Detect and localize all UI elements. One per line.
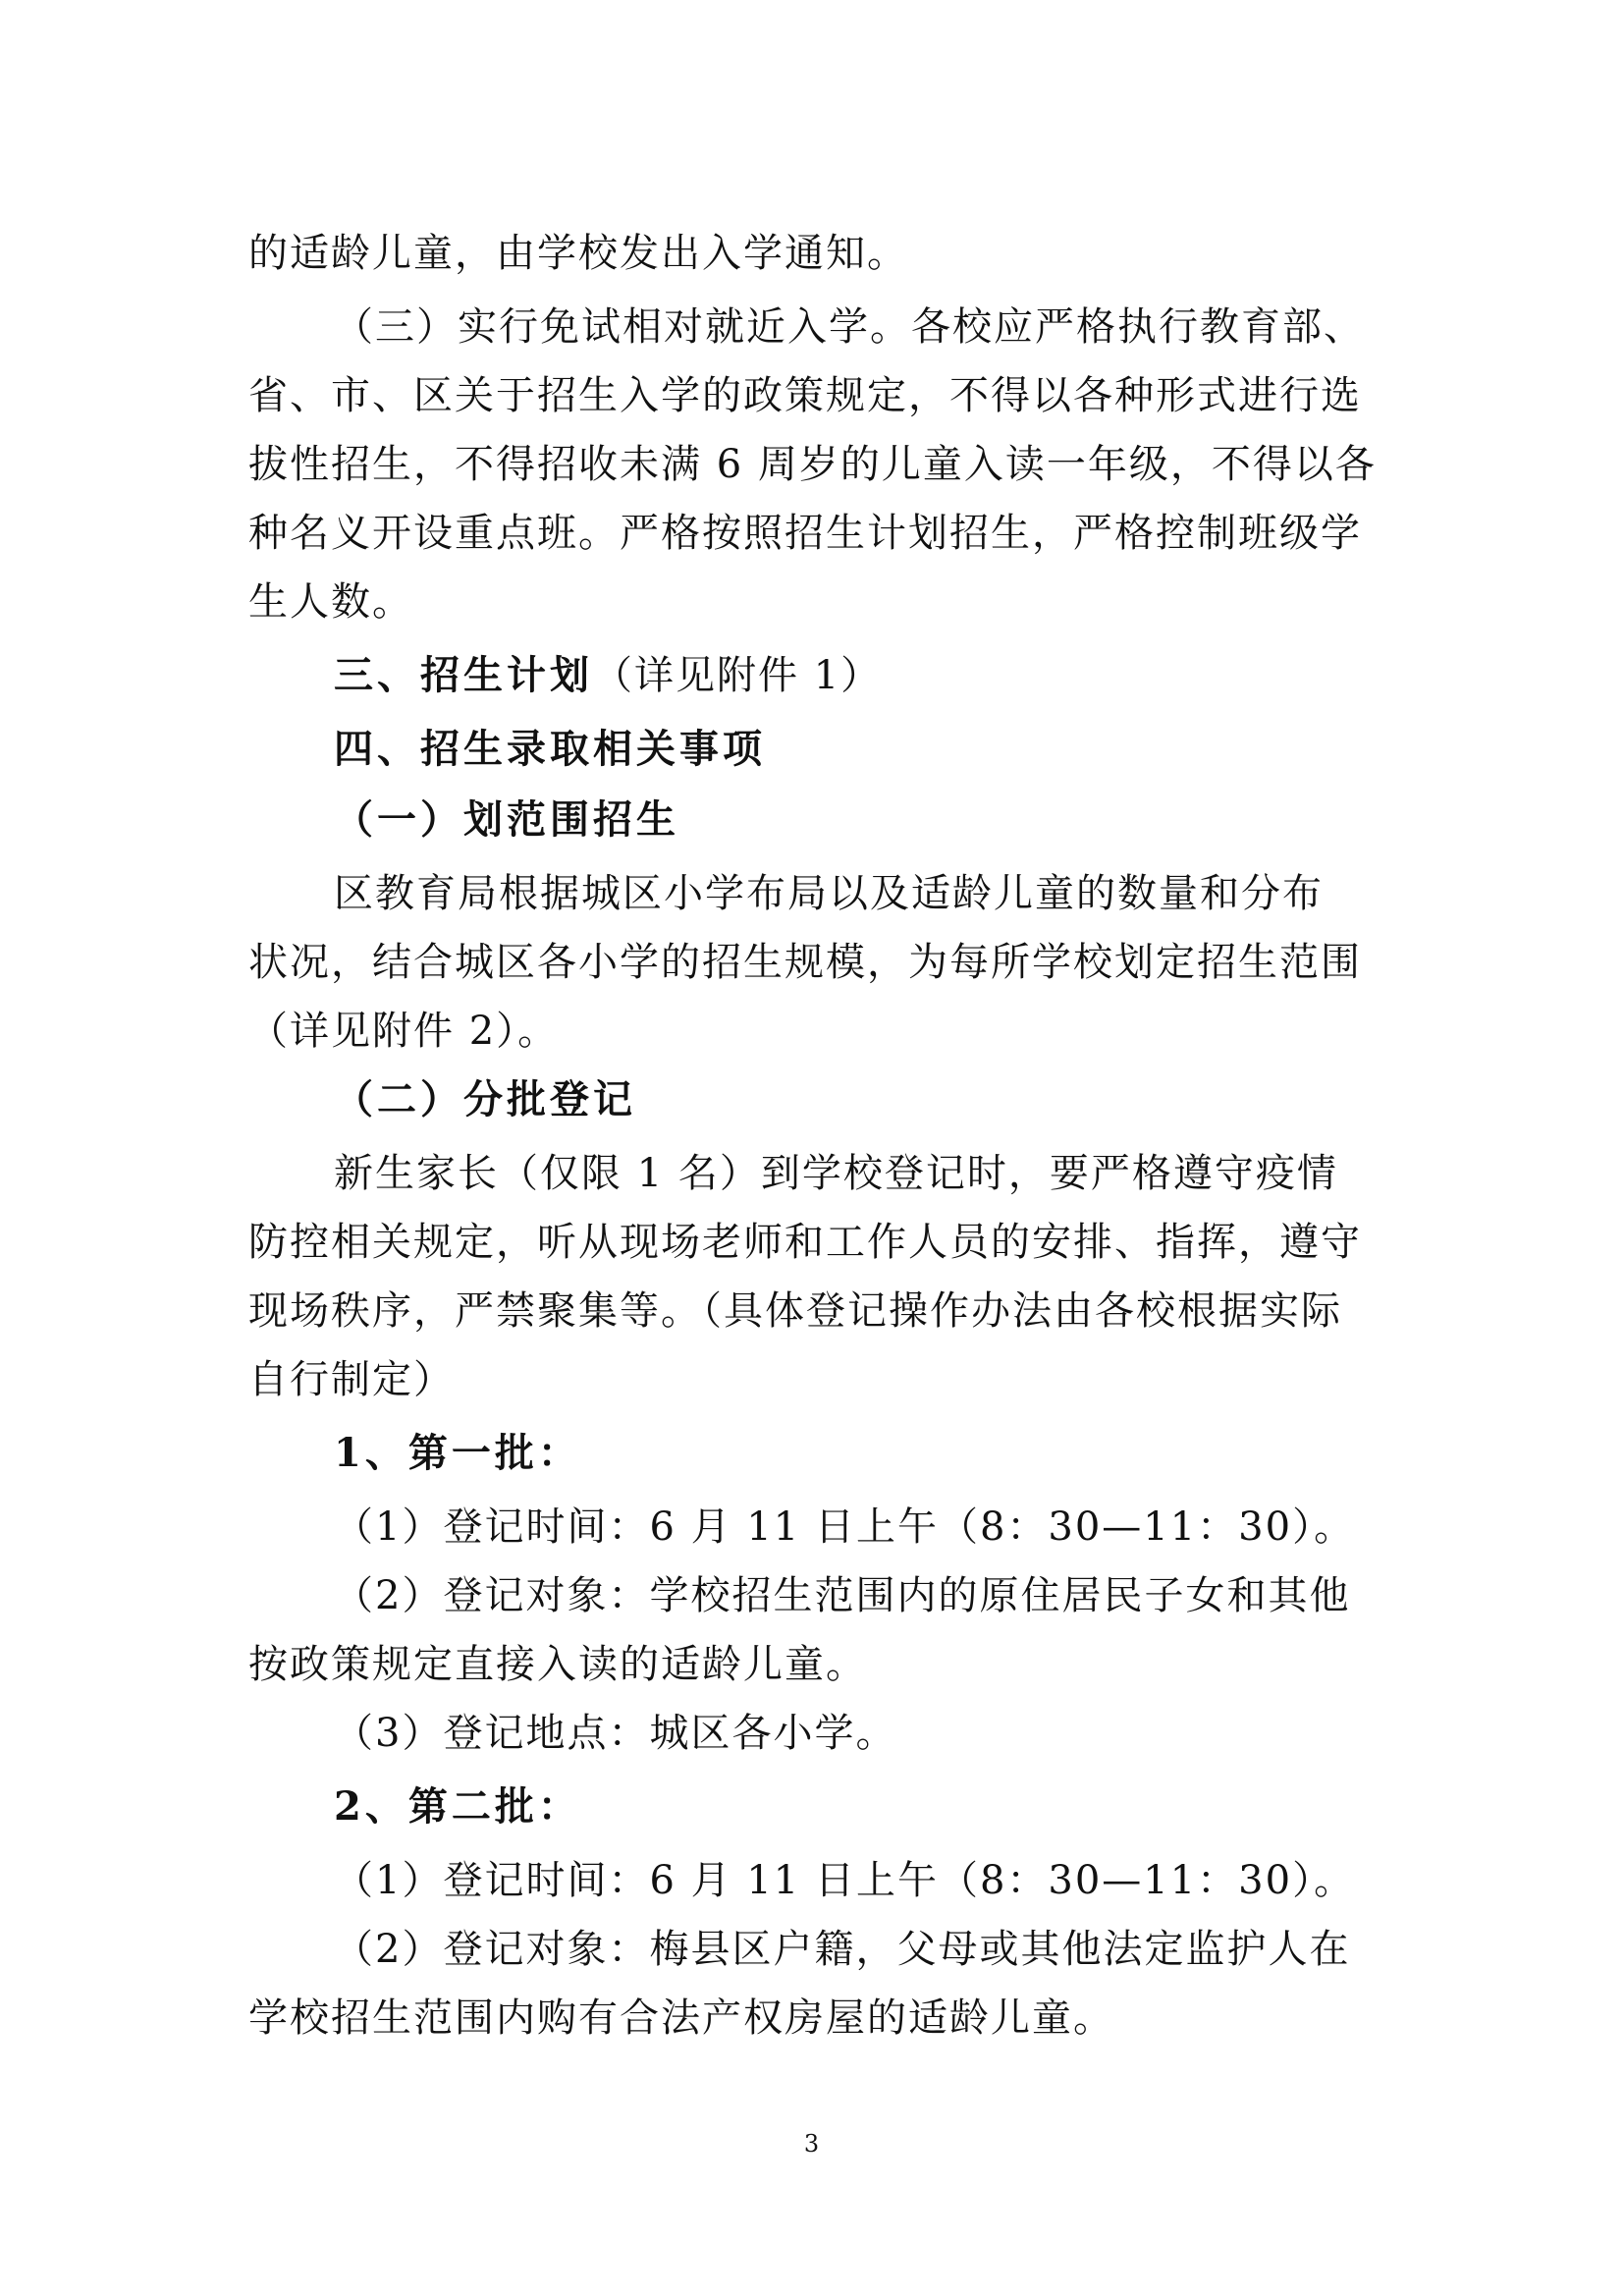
paragraph-line: 状况，结合城区各小学的招生规模，为每所学校划定招生范围 [248,940,1362,985]
subsection-heading-zoning: （一）划范围招生 [334,796,679,843]
paragraph-line: 按政策规定直接入读的适龄儿童。 [248,1642,867,1687]
paragraph-line: 省、市、区关于招生入学的政策规定，不得以各种形式进行选 [248,373,1362,418]
paragraph-line: 现场秩序，严禁聚集等。（具体登记操作办法由各校根据实际 [248,1288,1342,1334]
paragraph-line: 新生家长（仅限 1 名）到学校登记时，要严格遵守疫情 [334,1151,1338,1196]
paragraph-line: （详见附件 2）。 [248,1009,560,1054]
paragraph-line: 自行制定） [248,1357,455,1402]
paragraph-line: 防控相关规定，听从现场老师和工作人员的安排、指挥，遵守 [248,1220,1362,1265]
paragraph-line: 拔性招生，不得招收未满 6 周岁的儿童入读一年级，不得以各 [248,442,1377,487]
subsection-heading-batch-registration: （二）分批登记 [334,1076,636,1122]
paragraph-line: 生人数。 [248,579,413,625]
batch-heading-second: 2、第二批： [334,1783,581,1830]
paragraph-line: （1）登记时间：6 月 11 日上午（8：30—11：30）。 [334,1504,1356,1550]
paragraph-line: 学校招生范围内购有合法产权房屋的适龄儿童。 [248,1995,1114,2041]
paragraph-line: （1）登记时间：6 月 11 日上午（8：30—11：30）。 [334,1858,1356,1903]
paragraph-line: （三）实行免试相对就近入学。各校应严格执行教育部、 [334,304,1365,350]
paragraph-line: 的适龄儿童，由学校发出入学通知。 [248,231,908,276]
heading-text: 三、招生计划 [334,652,593,698]
paragraph-line: （2）登记对象：学校招生范围内的原住居民子女和其他 [334,1573,1351,1618]
paragraph-line: 种名义开设重点班。严格按照招生计划招生，严格控制班级学 [248,511,1362,556]
paragraph-line: （2）登记对象：梅县区户籍，父母或其他法定监护人在 [334,1927,1351,1972]
batch-heading-first: 1、第一批： [334,1430,581,1476]
section-heading-admission-matters: 四、招生录取相关事项 [334,726,766,772]
paragraph-line: 区教育局根据城区小学布局以及适龄儿童的数量和分布 [334,871,1324,916]
heading-note: （详见附件 1） [593,653,883,698]
page-number: 3 [803,2130,820,2158]
paragraph-line: （3）登记地点：城区各小学。 [334,1711,897,1756]
section-heading-enrollment-plan [334,641,882,710]
